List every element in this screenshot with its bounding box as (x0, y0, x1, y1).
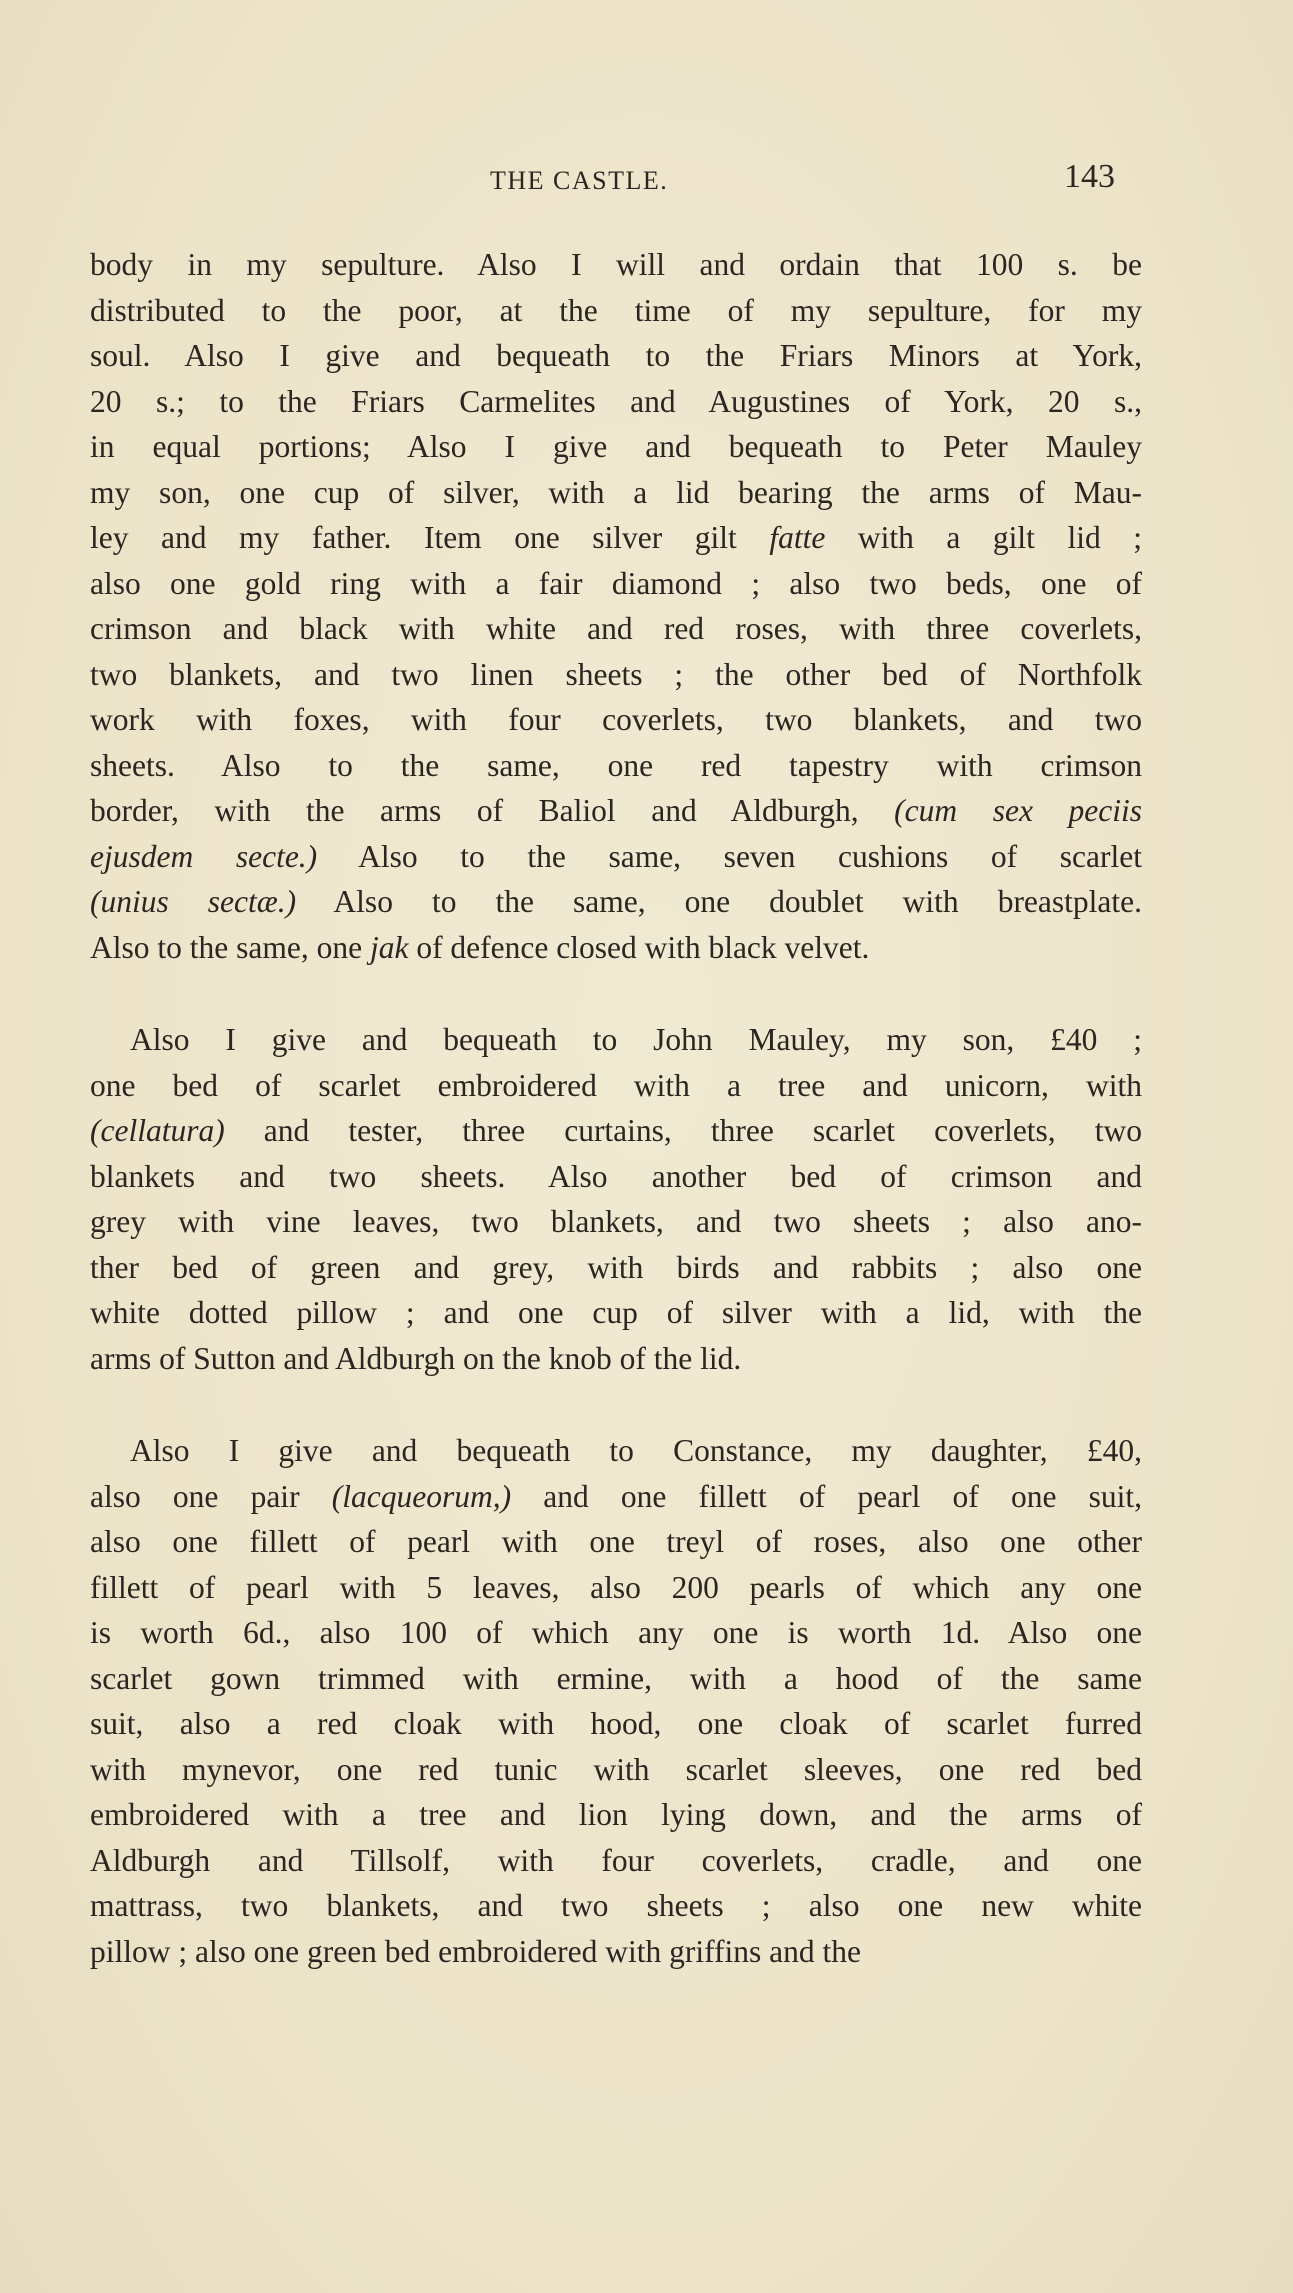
text-run: fillett of pearl with 5 leaves, also 200 pearls of which any one (90, 1569, 1142, 1605)
text-run: grey with vine leaves, two blankets, and two sheets ; also ano- (90, 1204, 1142, 1239)
text-line (90, 1883, 1142, 1929)
text-line (90, 1519, 1142, 1565)
text-run: Also to the same, seven cushions of scarlet (317, 838, 1142, 874)
italic-phrase: jak (369, 929, 409, 965)
text-line (90, 1656, 1142, 1702)
text-run: crimson and black with white and red roses, with three coverlets, (90, 611, 1142, 646)
text-run: Aldburgh and Tillsolf, with four coverlets, cradle, and one (90, 1842, 1142, 1878)
paragraph (90, 1428, 1142, 1974)
text-run: and one fillett of pearl of one suit, (511, 1478, 1142, 1514)
text-line (90, 1929, 1142, 1975)
text-run: two blankets, and two linen sheets ; the other bed of Northfolk (90, 656, 1142, 692)
text-run: 20 s.; to the Friars Carmelites and Augustines of York, 20 s., (90, 383, 1142, 419)
text-run: Also to the same, one doublet with breastplate. (296, 884, 1143, 919)
text-line (90, 834, 1142, 880)
text-run: is worth 6d., also 100 of which any one is worth 1d. Also one (90, 1615, 1142, 1650)
text-line (90, 515, 1142, 561)
italic-phrase: (lacqueorum,) (331, 1478, 512, 1514)
text-line (90, 1792, 1142, 1838)
text-line (90, 470, 1142, 516)
text-run: border, with the arms of Baliol and Aldburgh, (90, 793, 895, 828)
text-run: scarlet gown trimmed with ermine, with a hood of the same (90, 1660, 1142, 1696)
italic-phrase: ejusdem secte.) (90, 838, 318, 874)
text-line (90, 879, 1142, 925)
text-line (90, 561, 1142, 607)
text-run: soul. Also I give and bequeath to the Friars Minors at York, (90, 338, 1142, 373)
text-run: mattrass, two blankets, and two sheets ; also one new white (90, 1888, 1142, 1923)
text-run: work with foxes, with four coverlets, two blankets, and two (90, 702, 1142, 737)
italic-phrase: fatte (769, 520, 826, 555)
text-run: and tester, three curtains, three scarlet coverlets, two (224, 1113, 1142, 1148)
text-line (90, 1838, 1142, 1884)
text-line (90, 333, 1142, 379)
text-line (90, 1199, 1142, 1245)
running-head (90, 158, 1140, 202)
text-run: also one pair (90, 1478, 332, 1514)
text-line (90, 1017, 1142, 1063)
text-line (90, 288, 1142, 334)
text-run: Also I give and bequeath to Constance, my daughter, £40, (130, 1433, 1142, 1468)
text-line (90, 652, 1142, 698)
paragraph (90, 1017, 1142, 1381)
text-run: embroidered with a tree and lion lying down, and the arms of (90, 1797, 1142, 1832)
text-line (90, 1108, 1142, 1154)
italic-phrase: (cellatura) (90, 1113, 225, 1148)
text-line (90, 697, 1142, 743)
text-run: of defence closed with black velvet. (408, 929, 870, 965)
text-run: with mynevor, one red tunic with scarlet sleeves, one red bed (90, 1751, 1142, 1787)
text-run: Also I give and bequeath to John Mauley, my son, £40 ; (130, 1022, 1142, 1057)
text-line (90, 1245, 1142, 1291)
text-line (90, 925, 1142, 971)
page-number: 143 (1064, 158, 1115, 195)
paragraph-gap (90, 970, 1142, 1017)
text-line (90, 1290, 1142, 1336)
body-text (90, 242, 1142, 1974)
text-run: arms of Sutton and Aldburgh on the knob of the lid. (90, 1340, 742, 1376)
text-line (90, 1610, 1142, 1656)
italic-phrase: (unius sectæ.) (90, 884, 297, 919)
text-line (90, 242, 1142, 288)
text-run: pillow ; also one green bed embroidered with griffins and the (90, 1933, 861, 1969)
paragraph-gap (90, 1381, 1142, 1428)
text-line (90, 606, 1142, 652)
text-line (90, 1063, 1142, 1109)
text-run: distributed to the poor, at the time of my sepulture, for my (90, 292, 1142, 328)
text-run: white dotted pillow ; and one cup of silver with a lid, with the (90, 1295, 1142, 1330)
text-run: ley and my father. Item one silver gilt (90, 520, 770, 555)
text-line (90, 1336, 1142, 1382)
text-run: body in my sepulture. Also I will and ordain that 100 s. be (90, 247, 1142, 282)
text-run: ther bed of green and grey, with birds and rabbits ; also one (90, 1249, 1142, 1285)
text-run: in equal portions; Also I give and bequeath to Peter Mauley (90, 429, 1142, 464)
text-run: blankets and two sheets. Also another bed of crimson and (90, 1158, 1142, 1194)
text-line (90, 743, 1142, 789)
text-run: Also to the same, one (90, 929, 370, 965)
text-line (90, 379, 1142, 425)
text-line (90, 1474, 1142, 1520)
text-line (90, 788, 1142, 834)
text-run: also one gold ring with a fair diamond ; also two beds, one of (90, 565, 1142, 601)
paragraph (90, 242, 1142, 970)
text-run: with a gilt lid ; (825, 520, 1142, 555)
text-run: sheets. Also to the same, one red tapestry with crimson (90, 747, 1142, 783)
text-run: one bed of scarlet embroidered with a tree and unicorn, with (90, 1067, 1142, 1103)
text-line (90, 1565, 1142, 1611)
text-line (90, 1154, 1142, 1200)
running-title: THE CASTLE. (490, 166, 669, 195)
text-run: my son, one cup of silver, with a lid bearing the arms of Mau- (90, 474, 1142, 510)
text-line (90, 424, 1142, 470)
text-line (90, 1701, 1142, 1747)
italic-phrase: (cum sex peciis (894, 793, 1142, 828)
text-run: also one fillett of pearl with one treyl of roses, also one other (90, 1524, 1142, 1559)
text-line (90, 1428, 1142, 1474)
text-run: suit, also a red cloak with hood, one cloak of scarlet furred (90, 1706, 1142, 1741)
text-line (90, 1747, 1142, 1793)
